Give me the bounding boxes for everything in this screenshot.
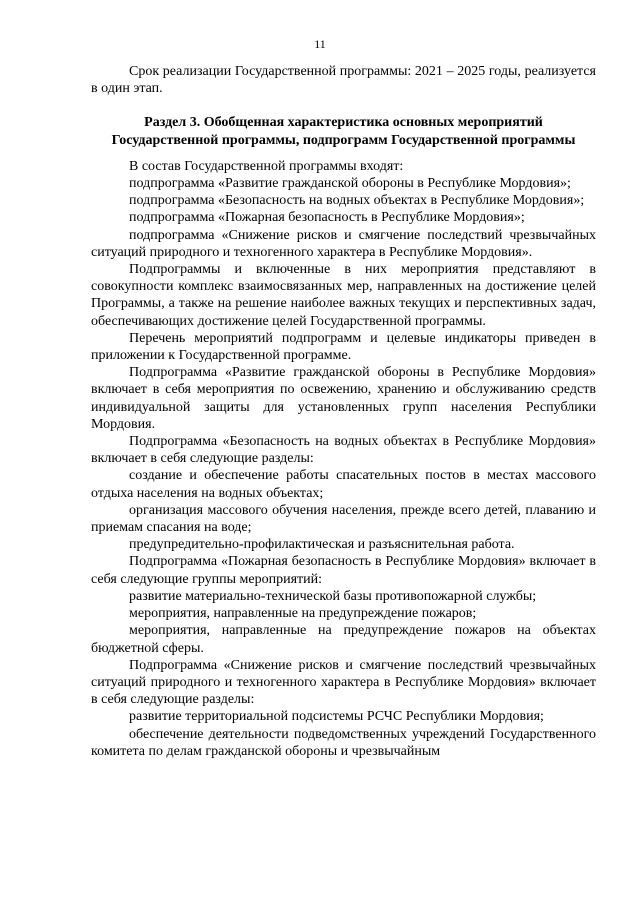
section-title [91,114,596,148]
body-paragraph: создание и обеспечение работы спасательных постов в местах массового отдыха населения на водных объектах; [91,468,596,501]
body-paragraph: В состав Государственной программы входят: [129,158,404,174]
body-paragraph: Подпрограмма «Безопасность на водных объектах в Республике Мордовия» включает в себя следующие разделы: [91,434,596,467]
body-paragraph: подпрограмма «Безопасность на водных объектах в Республике Мордовия»; [129,193,585,209]
body-paragraph: подпрограмма «Снижение рисков и смягчение последствий чрезвычайных ситуаций природного и техногенного характера в Республике Мордовия». [91,227,596,260]
section-title-line-1: Раздел 3. Обобщенная характеристика основных мероприятий [144,115,543,131]
page-content [91,63,596,760]
section-title-line-2: Государственной программы, подпрограмм Государственной программы [111,132,576,148]
intro-paragraph: Срок реализации Государственной программы: 2021 – 2025 годы, реализуется в один этап. [91,64,596,97]
body-paragraph: Подпрограммы и включенные в них мероприятия представляют в совокупности комплекс взаимосвязанных мер, направленных на достижение целей Программы, а также на решение наиболее важных текущих и перспективных задач, обеспечивающих достижение целей Государственной программы. [91,262,596,329]
body-paragraph: предупредительно-профилактическая и разъяснительная работа. [129,537,515,553]
body-paragraph: обеспечение деятельности подведомственных учреждений Государственного комитета по делам гражданской обороны и чрезвычайным [91,726,596,759]
body-paragraph: Подпрограмма «Пожарная безопасность в Республике Мордовия» включает в себя следующие группы мероприятий: [91,554,596,587]
body-paragraph: мероприятия, направленные на предупреждение пожаров на объектах бюджетной сферы. [91,623,596,656]
page-number: 11 [314,37,326,51]
body-paragraph: мероприятия, направленные на предупреждение пожаров; [129,606,477,622]
body-paragraph: Перечень мероприятий подпрограмм и целевые индикаторы приведен в приложении к Государственной программе. [91,330,596,364]
body-paragraph: подпрограмма «Пожарная безопасность в Республике Мордовия»; [129,210,525,226]
body-paragraph: Подпрограмма «Развитие гражданской обороны в Республике Мордовия» включает в себя мероприятия по освежению, хранению и обслуживанию средств индивидуальной защиты для установленных групп населения Республики Мордовия. [91,365,596,432]
body-paragraph: развитие материально-технической базы противопожарной службы; [129,588,537,604]
body-paragraph: организация массового обучения населения, прежде всего детей, плаванию и приемам спасания на воде; [91,502,596,536]
body-paragraph: Подпрограмма «Снижение рисков и смягчение последствий чрезвычайных ситуаций природного и техногенного характера в Республике Мордовия» включает в себя следующие разделы: [91,657,596,708]
body-paragraph: подпрограмма «Развитие гражданской обороны в Республике Мордовия»; [129,176,571,192]
body-paragraph: развитие территориальной подсистемы РСЧС Республики Мордовия; [129,709,544,725]
